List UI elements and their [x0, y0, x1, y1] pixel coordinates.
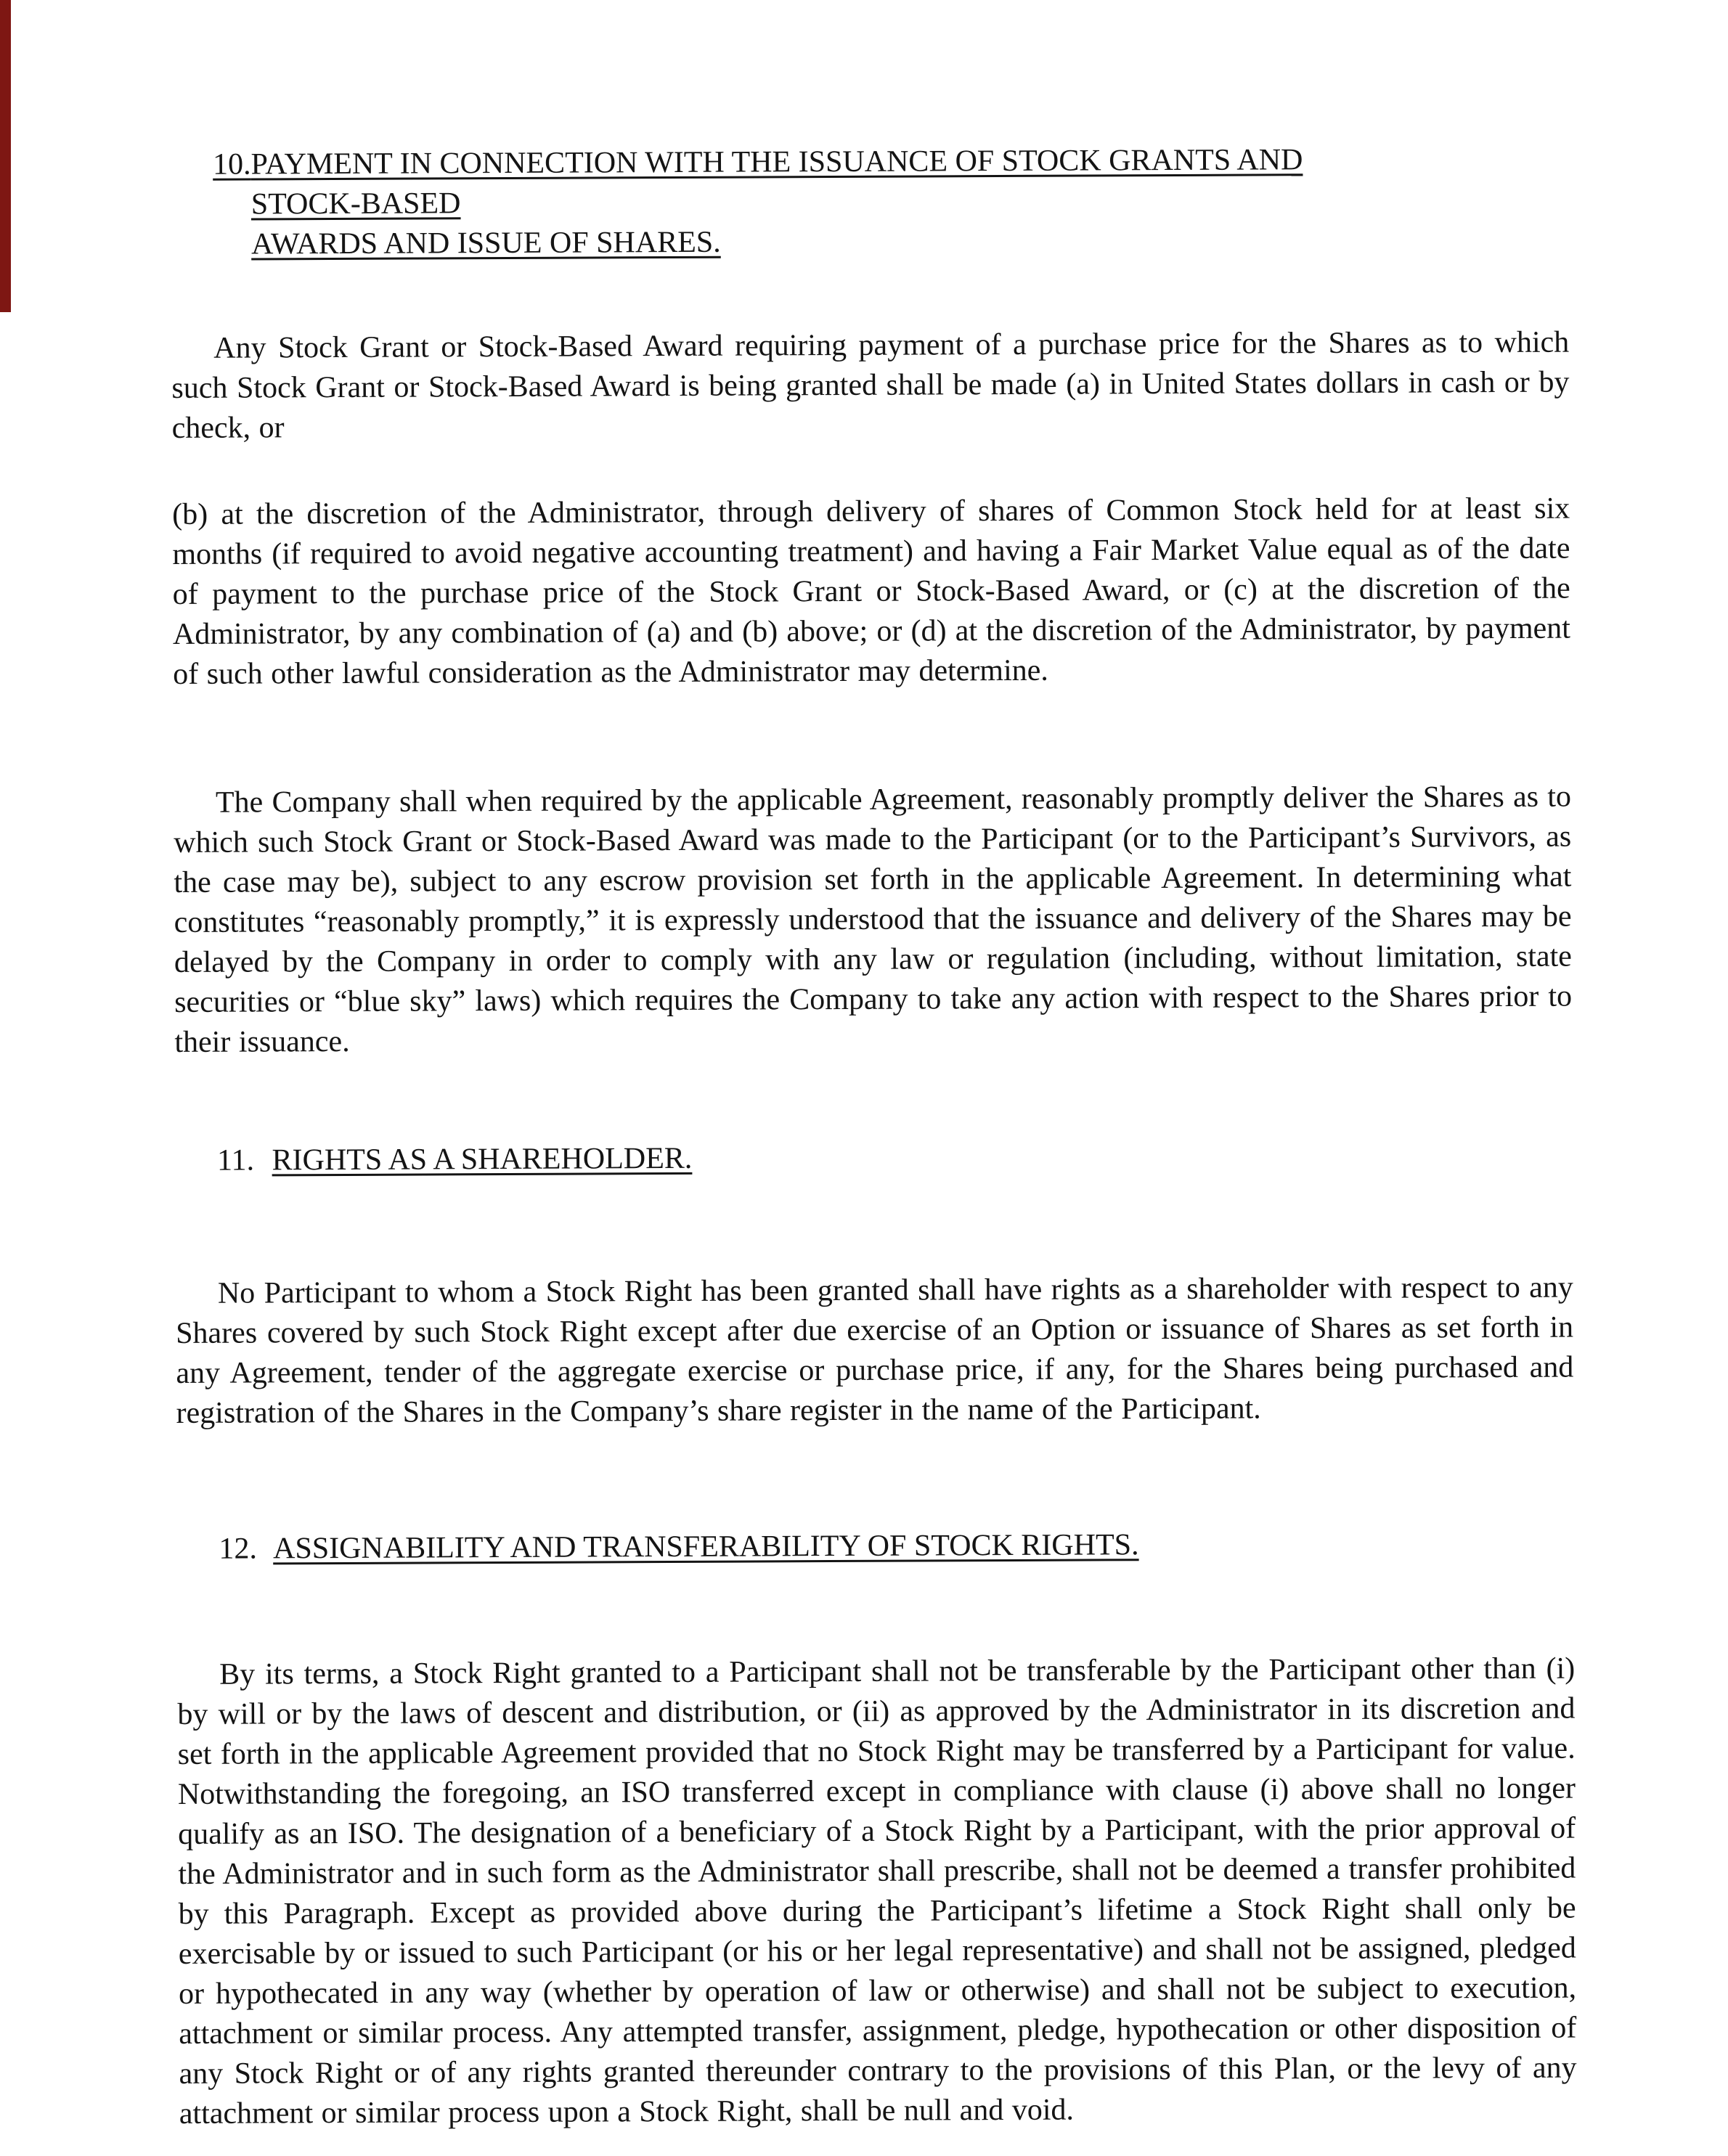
section-heading-12 — [219, 1524, 1574, 1569]
section-heading-11 — [217, 1135, 1573, 1181]
section-10-title-line-2: STOCK-BASED — [250, 187, 461, 221]
scan-edge-mark — [0, 0, 11, 312]
paragraph-delivery-of-shares: The Company shall when required by the applicable Agreement, reasonably promptly deliver the Shares as to which such Stock Grant or Stock-Based Award was made to the Participant (or to the Participant’s Survivors, as the case may be), subject to any escrow provision set forth in the applicable Agreement. In determining what constitutes “reasonably promptly,” it is expressly understood that the issuance and delivery of the Shares may be delayed by the Company in order to comply with any law or regulation (including, without limitation, state securities or “blue sky” laws) which requires the Company to take any action with respect to the Shares prior to their issuance. — [174, 780, 1573, 1059]
section-11-number: 11. — [217, 1143, 255, 1177]
section-11-title: RIGHTS AS A SHAREHOLDER. — [272, 1141, 693, 1177]
section-10-number: 10. — [213, 147, 251, 181]
section-heading-10 — [213, 139, 1569, 265]
paragraph-assignability: By its terms, a Stock Right granted to a Participant shall not be transferable by the Participant other than (i) by will or by the laws of descent and distribution, or (ii) as approved by the Administrator in its discretion and set forth in the applicable Agreement provided that no Stock Right may be transferred by a Participant for value. Notwithstanding the foregoing, an ISO transferred except in compliance with clause (i) above shall no longer qualify as an ISO. The designation of a beneficiary of a Stock Right by a Participant, with the prior approval of the Administrator and in such form as the Administrator shall prescribe, shall not be deemed a transfer prohibited by this Paragraph. Except as provided above during the Participant’s lifetime a Stock Right shall only be exercisable by or issued to such Participant (or his or her legal representative) and shall not be assigned, pledged or hypothecated in any way (whether by operation of law or otherwise) and shall not be subject to execution, attachment or similar process. Any attempted transfer, assignment, pledge, hypothecation or other disposition of any Stock Right or of any rights granted thereunder contrary to the provisions of this Plan, or the levy of any attachment or similar process upon a Stock Right, shall be null and void. — [177, 1651, 1577, 2131]
paragraph-payment-methods: Any Stock Grant or Stock-Based Award requiring payment of a purchase price for the Shares as to which such Stock Grant or Stock-Based Award is being granted shall be made (a) in United States dollars in cash or by check, or — [171, 325, 1570, 445]
section-12-number: 12. — [219, 1532, 258, 1566]
section-10-title-line-1: PAYMENT IN CONNECTION WITH THE ISSUANCE OF STOCK GRANTS AND — [250, 143, 1303, 181]
paragraph-payment-alternatives: (b) at the discretion of the Administrator, through delivery of shares of Common Stock held for at least six months (if required to avoid negative accounting treatment) and having a Fair Market Value equal as of the date of payment to the purchase price of the Stock Grant or Stock-Based Award, or (c) at the discretion of the Administrator, by any combination of (a) and (b) above; or (d) at the discretion of the Administrator, by payment of such other lawful consideration as the Administrator may determine. — [172, 491, 1571, 691]
section-12-title: ASSIGNABILITY AND TRANSFERABILITY OF STOCK RIGHTS. — [273, 1528, 1139, 1566]
section-10-title-line-3: AWARDS AND ISSUE OF SHARES. — [250, 225, 721, 261]
paragraph-shareholder-rights: No Participant to whom a Stock Right has been granted shall have rights as a shareholder with respect to any Shares covered by such Stock Right except after due exercise of an Option or issuance of Shares as set forth in any Agreement, tender of the aggregate exercise or purchase price, if any, for the Shares being purchased and registration of the Shares in the Company’s share register in the name of the Participant. — [176, 1270, 1574, 1430]
document-content — [171, 139, 1577, 2134]
section-10-title — [250, 140, 1303, 264]
